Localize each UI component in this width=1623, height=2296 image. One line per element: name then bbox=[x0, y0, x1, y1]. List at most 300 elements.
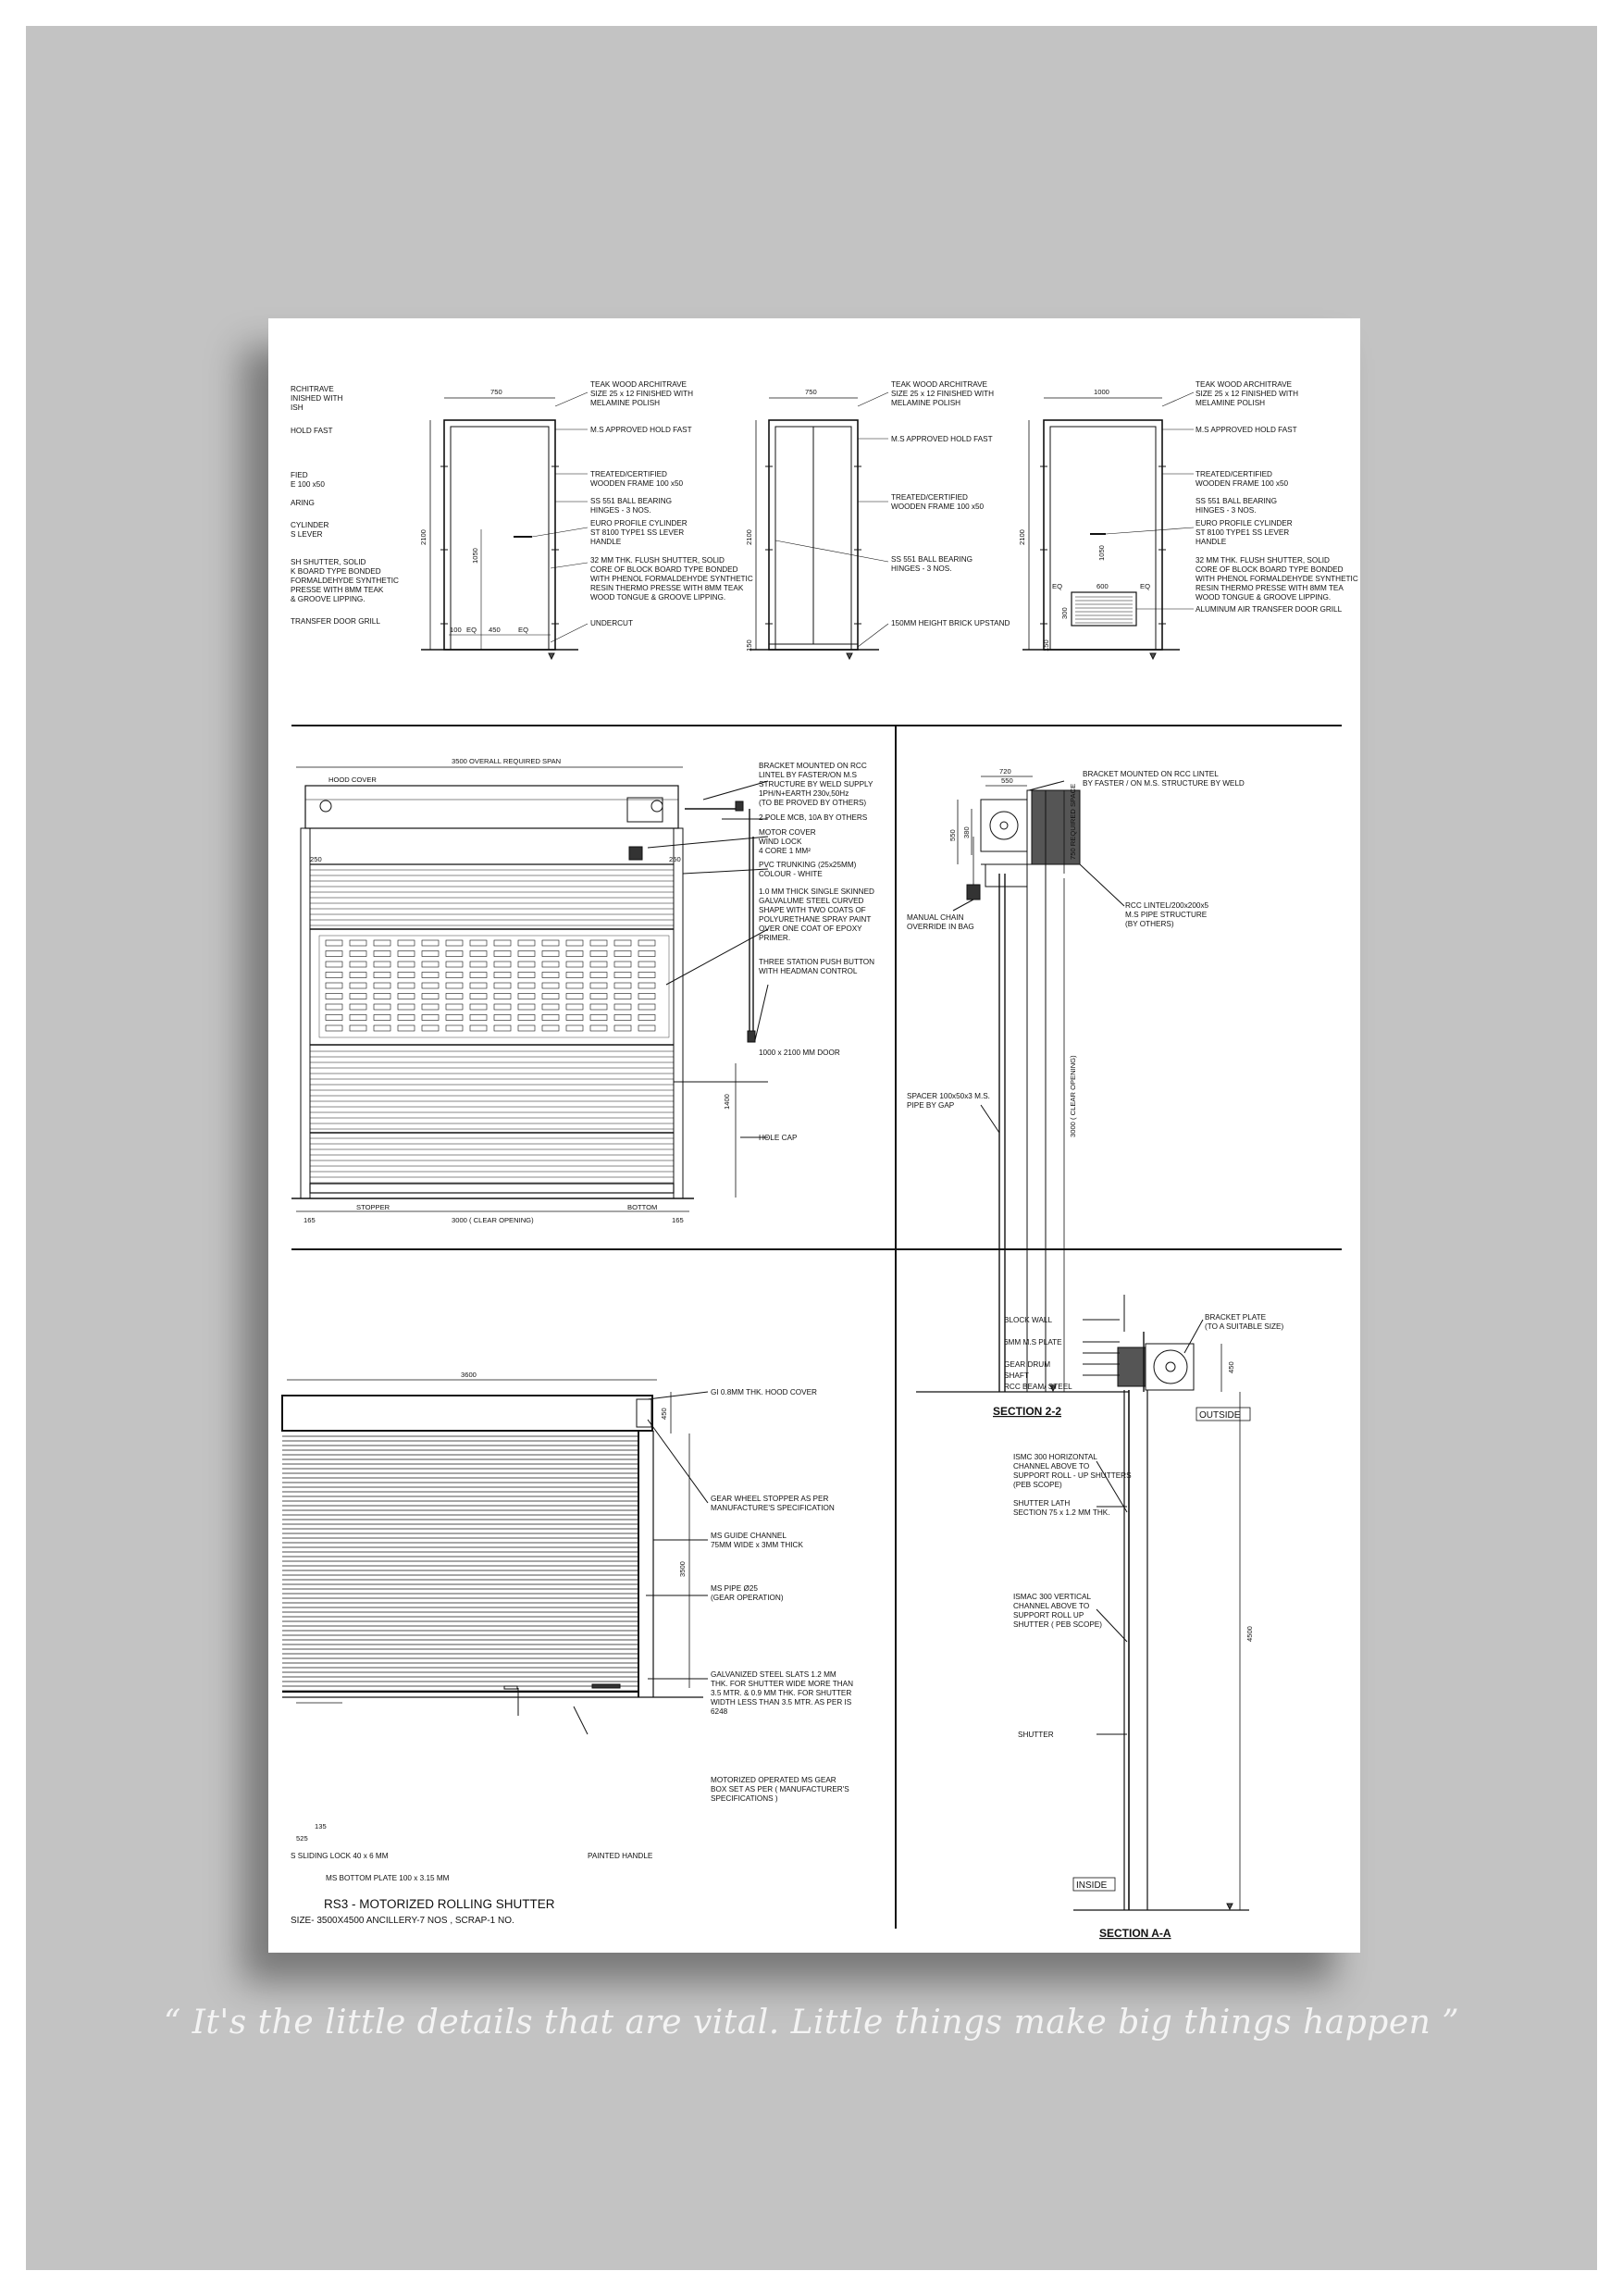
door1-left-label: ARING bbox=[291, 499, 315, 507]
door1-bottom-dim: 100 bbox=[450, 626, 462, 634]
vent-slot bbox=[518, 951, 535, 957]
vent-slot bbox=[566, 1025, 583, 1031]
door3-grill-dim: EQ bbox=[1140, 582, 1150, 590]
vent-slot bbox=[398, 983, 415, 988]
vent-slot bbox=[614, 1015, 631, 1021]
door1-label: RESIN THERMO PRESSE WITH 8MM TEAK bbox=[590, 584, 744, 592]
vent-slot bbox=[494, 1015, 511, 1021]
vent-slot bbox=[326, 973, 342, 978]
sectionaa-label: SHAFT bbox=[1004, 1371, 1029, 1380]
shutter-label: BRACKET MOUNTED ON RCC bbox=[759, 762, 867, 770]
vent-slot bbox=[374, 951, 390, 957]
vent-slot bbox=[566, 951, 583, 957]
door1-label: MELAMINE POLISH bbox=[590, 399, 661, 407]
vent-slot bbox=[470, 994, 487, 999]
clear-opening-dim: 3000 ( CLEAR OPENING) bbox=[452, 1216, 534, 1224]
sectionaa-label: ISMAC 300 VERTICAL bbox=[1013, 1593, 1092, 1601]
rs3-label: 6248 bbox=[711, 1707, 728, 1716]
vent-slot bbox=[518, 973, 535, 978]
vent-slot bbox=[326, 1015, 342, 1021]
vent-slot bbox=[422, 983, 439, 988]
door1-bottom-dim: 450 bbox=[489, 626, 501, 634]
vent-slot bbox=[326, 951, 342, 957]
vent-slot bbox=[494, 1025, 511, 1031]
door3-label: ST 8100 TYPE1 SS LEVER bbox=[1196, 528, 1290, 537]
door1-left-label: CYLINDER bbox=[291, 521, 329, 529]
door-3-elevation bbox=[1022, 392, 1194, 659]
door3-handle-dim: 1050 bbox=[1097, 545, 1106, 561]
bottom-label: BOTTOM bbox=[627, 1203, 658, 1211]
vent-slot bbox=[374, 1025, 390, 1031]
stopper-label: STOPPER bbox=[356, 1203, 390, 1211]
door3-label: RESIN THERMO PRESSE WITH 8MM TEA bbox=[1196, 584, 1344, 592]
rs3-drawing bbox=[282, 1380, 708, 1734]
vent-slot bbox=[590, 1025, 607, 1031]
door2-label: TREATED/CERTIFIED bbox=[891, 493, 968, 502]
vent-slot bbox=[638, 962, 655, 967]
rs3-label: BOX SET AS PER ( MANUFACTURER'S bbox=[711, 1785, 849, 1793]
rs3-label: MS GUIDE CHANNEL bbox=[711, 1532, 787, 1540]
section22-label: PIPE BY GAP bbox=[907, 1101, 955, 1110]
vent-slot bbox=[446, 940, 463, 946]
shutter-span-dim: 3500 OVERALL REQUIRED SPAN bbox=[452, 757, 562, 765]
vent-slot bbox=[590, 983, 607, 988]
vent-slot bbox=[494, 994, 511, 999]
door1-height-dim: 2100 bbox=[419, 529, 427, 545]
outside-label: OUTSIDE bbox=[1199, 1410, 1241, 1421]
vent-slot bbox=[518, 1025, 535, 1031]
door1-left-label: SH SHUTTER, SOLID bbox=[291, 558, 366, 566]
door1-label: WITH PHENOL FORMALDEHYDE SYNTHETIC bbox=[590, 575, 753, 583]
shutter-label: WITH HEADMAN CONTROL bbox=[759, 967, 858, 975]
door1-label: ST 8100 TYPE1 SS LEVER bbox=[590, 528, 685, 537]
sectionaa-label: ISMC 300 HORIZONTAL bbox=[1013, 1453, 1097, 1461]
door2-height-dim: 2100 bbox=[745, 529, 753, 545]
vent-slot bbox=[614, 1025, 631, 1031]
shutter-label: SHAPE WITH TWO COATS OF bbox=[759, 906, 866, 914]
vent-slot bbox=[326, 994, 342, 999]
vent-slot bbox=[422, 1015, 439, 1021]
sectionaa-title: SECTION A-A bbox=[1099, 1927, 1171, 1940]
vent-slot bbox=[518, 940, 535, 946]
section22-label: OVERRIDE IN BAG bbox=[907, 923, 974, 931]
vent-slot bbox=[398, 973, 415, 978]
vent-slot bbox=[542, 940, 559, 946]
vent-slot bbox=[494, 951, 511, 957]
section22-label: BRACKET MOUNTED ON RCC LINTEL bbox=[1083, 770, 1219, 778]
vent-slot bbox=[350, 1015, 366, 1021]
door1-label: M.S APPROVED HOLD FAST bbox=[590, 426, 692, 434]
vent-slot bbox=[398, 1004, 415, 1010]
vent-slot bbox=[374, 940, 390, 946]
vent-slot bbox=[470, 940, 487, 946]
vent-slot bbox=[422, 951, 439, 957]
door1-label: 32 MM THK. FLUSH SHUTTER, SOLID bbox=[590, 556, 725, 565]
door-1-elevation bbox=[421, 392, 588, 659]
door2-label: M.S APPROVED HOLD FAST bbox=[891, 435, 993, 443]
vent-slot bbox=[638, 1025, 655, 1031]
rs3-label: GALVANIZED STEEL SLATS 1.2 MM bbox=[711, 1670, 836, 1679]
vent-slot bbox=[350, 951, 366, 957]
vent-slot bbox=[638, 940, 655, 946]
rs3-label: (GEAR OPERATION) bbox=[711, 1594, 784, 1602]
sectionaa-label: CHANNEL ABOVE TO bbox=[1013, 1462, 1090, 1471]
section22-dim: 720 bbox=[999, 767, 1011, 776]
vent-slot bbox=[470, 1025, 487, 1031]
vent-slot bbox=[374, 1015, 390, 1021]
door3-label: WITH PHENOL FORMALDEHYDE SYNTHETIC bbox=[1196, 575, 1358, 583]
shutter-side-dim: 250 bbox=[310, 855, 322, 863]
shutter-label: WIND LOCK bbox=[759, 838, 802, 846]
door3-label: HANDLE bbox=[1196, 538, 1227, 546]
shutter-elevation bbox=[291, 767, 768, 1211]
sectionaa-label: CHANNEL ABOVE TO bbox=[1013, 1602, 1090, 1610]
shutter-height-dim: 1400 bbox=[723, 1094, 731, 1110]
vent-slot bbox=[614, 962, 631, 967]
door1-left-label: HOLD FAST bbox=[291, 427, 333, 435]
sectionaa-label: BRACKET PLATE bbox=[1205, 1313, 1267, 1322]
sectionaa-label: BLOCK WALL bbox=[1004, 1316, 1053, 1324]
door1-label: TEAK WOOD ARCHITRAVE bbox=[590, 380, 688, 389]
door2-label: MELAMINE POLISH bbox=[891, 399, 961, 407]
rs3-label: GEAR WHEEL STOPPER AS PER bbox=[711, 1495, 829, 1503]
vent-slot bbox=[422, 962, 439, 967]
rs3-hood-dim: 450 bbox=[660, 1408, 668, 1420]
section22-dim: 550 bbox=[948, 829, 957, 841]
vent-slot bbox=[638, 994, 655, 999]
shutter-label: COLOUR - WHITE bbox=[759, 870, 823, 878]
vent-slot bbox=[446, 1004, 463, 1010]
vent-slot bbox=[566, 983, 583, 988]
rs3-dim-525: 525 bbox=[296, 1834, 308, 1843]
rs3-height-dim: 3500 bbox=[678, 1561, 687, 1577]
door3-grill-dim: 600 bbox=[1096, 582, 1109, 590]
sectionaa-height-dim: 4500 bbox=[1245, 1626, 1254, 1642]
vent-slot bbox=[326, 983, 342, 988]
door1-label: SS 551 BALL BEARING bbox=[590, 497, 672, 505]
shutter-label: GALVALUME STEEL CURVED bbox=[759, 897, 864, 905]
shutter-label: MOTOR COVER bbox=[759, 828, 816, 837]
vent-slot bbox=[446, 1015, 463, 1021]
vent-slot bbox=[566, 962, 583, 967]
section22-dim: 550 bbox=[1001, 776, 1013, 785]
vent-slot bbox=[446, 951, 463, 957]
rs3-title: RS3 - MOTORIZED ROLLING SHUTTER bbox=[324, 1897, 555, 1911]
door3-grill-dim: EQ bbox=[1052, 582, 1062, 590]
door3-height-dim: 2100 bbox=[1018, 529, 1026, 545]
section-a-a-drawing bbox=[1073, 1295, 1250, 1910]
vent-slot bbox=[374, 962, 390, 967]
shutter-label: HOLE CAP bbox=[759, 1134, 798, 1142]
vent-slot bbox=[542, 1025, 559, 1031]
vent-slot bbox=[398, 962, 415, 967]
vent-slot bbox=[350, 973, 366, 978]
sectionaa-label: GEAR DRUM bbox=[1004, 1360, 1051, 1369]
door3-label: TREATED/CERTIFIED bbox=[1196, 470, 1272, 478]
vent-slot bbox=[350, 940, 366, 946]
door3-label: ALUMINUM AIR TRANSFER DOOR GRILL bbox=[1196, 605, 1343, 614]
shutter-label: OVER ONE COAT OF EPOXY bbox=[759, 925, 862, 933]
door1-left-label: FORMALDEHYDE SYNTHETIC bbox=[291, 577, 399, 585]
door3-label: SS 551 BALL BEARING bbox=[1196, 497, 1277, 505]
shutter-side-dim-right: 250 bbox=[669, 855, 681, 863]
vent-slot bbox=[374, 973, 390, 978]
shutter-label: 1PH/N+EARTH 230v,50Hz bbox=[759, 789, 849, 798]
cad-drawing bbox=[268, 318, 1360, 1953]
shutter-label: LINTEL BY FASTER/ON M.S bbox=[759, 771, 858, 779]
door1-left-label: TRANSFER DOOR GRILL bbox=[291, 617, 380, 626]
vent-slot bbox=[398, 1015, 415, 1021]
vent-slot bbox=[446, 973, 463, 978]
door2-base-dim: 150 bbox=[745, 639, 753, 652]
door1-label: SIZE 25 x 12 FINISHED WITH bbox=[590, 390, 694, 398]
door1-left-label: K BOARD TYPE BONDED bbox=[291, 567, 381, 576]
vent-slot bbox=[446, 1025, 463, 1031]
vent-slot bbox=[518, 994, 535, 999]
vent-slot bbox=[614, 940, 631, 946]
vent-slot bbox=[590, 940, 607, 946]
sectionaa-label: SUPPORT ROLL UP bbox=[1013, 1611, 1084, 1620]
vent-slot bbox=[350, 1025, 366, 1031]
shutter-label: 2 POLE MCB, 10A BY OTHERS bbox=[759, 813, 868, 822]
vent-slot bbox=[590, 1015, 607, 1021]
door1-label: TREATED/CERTIFIED bbox=[590, 470, 667, 478]
door2-label: WOODEN FRAME 100 x50 bbox=[891, 503, 985, 511]
vent-slot bbox=[350, 994, 366, 999]
shutter-label: 1.0 MM THICK SINGLE SKINNED bbox=[759, 887, 874, 896]
vent-slot bbox=[638, 1015, 655, 1021]
vent-slot bbox=[374, 1004, 390, 1010]
door1-handle-dim: 1050 bbox=[471, 548, 479, 564]
section22-label: BY FASTER / ON M.S. STRUCTURE BY WELD bbox=[1083, 779, 1245, 788]
door2-label: SS 551 BALL BEARING bbox=[891, 555, 973, 564]
vent-slot bbox=[590, 994, 607, 999]
door3-label: TEAK WOOD ARCHITRAVE bbox=[1196, 380, 1293, 389]
sectionaa-label: 6MM M.S PLATE bbox=[1004, 1338, 1062, 1347]
vent-slot bbox=[398, 1025, 415, 1031]
door2-width-dim: 750 bbox=[805, 388, 817, 396]
door1-label: HANDLE bbox=[590, 538, 622, 546]
inside-label: INSIDE bbox=[1076, 1880, 1108, 1891]
vent-slot bbox=[446, 983, 463, 988]
shutter-hood-label: HOOD COVER bbox=[328, 776, 377, 784]
vent-slot bbox=[350, 962, 366, 967]
vent-slot bbox=[542, 994, 559, 999]
sectionaa-label: SECTION 75 x 1.2 MM THK. bbox=[1013, 1508, 1110, 1517]
vent-slot bbox=[614, 973, 631, 978]
door1-label: CORE OF BLOCK BOARD TYPE BONDED bbox=[590, 565, 738, 574]
shutter-label: PVC TRUNKING (25x25MM) bbox=[759, 861, 857, 869]
vent-slot bbox=[374, 983, 390, 988]
rs3-label: SPECIFICATIONS ) bbox=[711, 1794, 778, 1803]
door3-label: EURO PROFILE CYLINDER bbox=[1196, 519, 1293, 527]
vent-slot bbox=[566, 1004, 583, 1010]
vent-slot bbox=[326, 940, 342, 946]
shutter-label: POLYURETHANE SPRAY PAINT bbox=[759, 915, 872, 924]
door1-bottom-dim: EQ bbox=[518, 626, 528, 634]
rs3-label: MOTORIZED OPERATED MS GEAR bbox=[711, 1776, 836, 1784]
door1-left-label: ISH bbox=[291, 403, 304, 412]
vent-slot bbox=[638, 1004, 655, 1010]
vent-slot bbox=[326, 962, 342, 967]
vent-slot bbox=[614, 1004, 631, 1010]
vent-slot bbox=[422, 940, 439, 946]
sectionaa-top-dim: 450 bbox=[1227, 1361, 1235, 1373]
section22-label: RCC LINTEL/200x200x5 bbox=[1125, 901, 1209, 910]
door3-label: WOODEN FRAME 100 x50 bbox=[1196, 479, 1289, 488]
vent-slot bbox=[590, 973, 607, 978]
vent-slot bbox=[590, 1004, 607, 1010]
rs3-dim-135: 135 bbox=[315, 1822, 327, 1831]
drawing-sheet bbox=[268, 318, 1360, 1953]
vent-slot bbox=[494, 962, 511, 967]
shutter-label: PRIMER. bbox=[759, 934, 791, 942]
rs3-label: MS BOTTOM PLATE 100 x 3.15 MM bbox=[326, 1874, 450, 1882]
vent-slot bbox=[590, 951, 607, 957]
vent-slot bbox=[350, 1004, 366, 1010]
vent-slot bbox=[614, 951, 631, 957]
vent-slot bbox=[566, 994, 583, 999]
rs3-label: PAINTED HANDLE bbox=[588, 1852, 653, 1860]
vent-slot bbox=[518, 983, 535, 988]
section22-label: SPACER 100x50x3 M.S. bbox=[907, 1092, 990, 1100]
vent-slot bbox=[446, 962, 463, 967]
door3-label: SIZE 25 x 12 FINISHED WITH bbox=[1196, 390, 1299, 398]
section-2-2-drawing bbox=[916, 776, 1129, 1392]
door1-label: HINGES - 3 NOS. bbox=[590, 506, 651, 515]
vent-slot bbox=[566, 940, 583, 946]
vent-slot bbox=[326, 1025, 342, 1031]
door-2-elevation bbox=[750, 392, 888, 659]
section22-dim: 380 bbox=[962, 826, 971, 838]
vent-slot bbox=[398, 951, 415, 957]
door1-left-label: PRESSE WITH 8MM TEAK bbox=[291, 586, 384, 594]
sectionaa-label: (PEB SCOPE) bbox=[1013, 1481, 1062, 1489]
section22-label: MANUAL CHAIN bbox=[907, 913, 964, 922]
bottom-right-dim: 165 bbox=[672, 1216, 684, 1224]
shutter-label: 1000 x 2100 MM DOOR bbox=[759, 1049, 840, 1057]
bottom-left-dim: 165 bbox=[304, 1216, 316, 1224]
vent-slot bbox=[614, 994, 631, 999]
vent-slot bbox=[446, 994, 463, 999]
door1-left-label: RCHITRAVE bbox=[291, 385, 334, 393]
vent-slot bbox=[638, 983, 655, 988]
vent-slot bbox=[518, 1015, 535, 1021]
door3-label: HINGES - 3 NOS. bbox=[1196, 506, 1257, 515]
shutter-label: 4 CORE 1 MM² bbox=[759, 847, 811, 855]
door3-label: CORE OF BLOCK BOARD TYPE BONDED bbox=[1196, 565, 1344, 574]
vent-slot bbox=[518, 1004, 535, 1010]
vent-slot bbox=[638, 973, 655, 978]
sectionaa-label: SUPPORT ROLL - UP SHUTTERS bbox=[1013, 1471, 1132, 1480]
vent-slot bbox=[590, 962, 607, 967]
vent-slot bbox=[494, 983, 511, 988]
vent-slot bbox=[542, 951, 559, 957]
rs3-label: GI 0.8MM THK. HOOD COVER bbox=[711, 1388, 817, 1396]
vent-slot bbox=[470, 983, 487, 988]
vent-slot bbox=[422, 1004, 439, 1010]
sectionaa-label: RCC BEAM/ STEEL bbox=[1004, 1383, 1072, 1391]
vent-slot bbox=[470, 962, 487, 967]
section22-label: M.S PIPE STRUCTURE bbox=[1125, 911, 1208, 919]
vent-slot bbox=[374, 994, 390, 999]
door2-label: HINGES - 3 NOS. bbox=[891, 565, 952, 573]
rs3-label: WIDTH LESS THAN 3.5 MTR. AS PER IS bbox=[711, 1698, 852, 1706]
door1-left-label: FIED bbox=[291, 471, 308, 479]
rs3-label: MANUFACTURE'S SPECIFICATION bbox=[711, 1504, 835, 1512]
vent-slot bbox=[542, 1015, 559, 1021]
vent-slot bbox=[638, 951, 655, 957]
vent-slot bbox=[542, 962, 559, 967]
door1-left-label: INISHED WITH bbox=[291, 394, 343, 403]
section22-space-dim: 750 REQUIRED SPACE bbox=[1069, 783, 1077, 860]
vent-slot bbox=[470, 973, 487, 978]
door1-label: WOODEN FRAME 100 x50 bbox=[590, 479, 684, 488]
vent-slot bbox=[494, 940, 511, 946]
door2-label: SIZE 25 x 12 FINISHED WITH bbox=[891, 390, 995, 398]
section22-title: SECTION 2-2 bbox=[993, 1405, 1062, 1418]
rs3-label: S SLIDING LOCK 40 x 6 MM bbox=[291, 1852, 389, 1860]
door1-label: WOOD TONGUE & GROOVE LIPPING. bbox=[590, 593, 726, 602]
door3-label: 32 MM THK. FLUSH SHUTTER, SOLID bbox=[1196, 556, 1330, 565]
vent-slot bbox=[398, 994, 415, 999]
section22-opening-dim: 3000 ( CLEAR OPENING) bbox=[1069, 1055, 1077, 1137]
door3-label: M.S APPROVED HOLD FAST bbox=[1196, 426, 1297, 434]
door1-bottom-dim: EQ bbox=[466, 626, 477, 634]
vent-slot bbox=[494, 1004, 511, 1010]
vent-slot bbox=[542, 983, 559, 988]
door1-left-label: E 100 x50 bbox=[291, 480, 325, 489]
vent-slot bbox=[326, 1004, 342, 1010]
sectionaa-label: SHUTTER ( PEB SCOPE) bbox=[1013, 1620, 1102, 1629]
door1-left-label: & GROOVE LIPPING. bbox=[291, 595, 365, 603]
vent-slot bbox=[542, 1004, 559, 1010]
sectionaa-label: SHUTTER bbox=[1018, 1731, 1054, 1739]
vent-slot bbox=[566, 973, 583, 978]
rs3-label: THK. FOR SHUTTER WIDE MORE THAN bbox=[711, 1680, 854, 1688]
sectionaa-label: SHUTTER LATH bbox=[1013, 1499, 1071, 1508]
vent-slot bbox=[542, 973, 559, 978]
door2-label: 150MM HEIGHT BRICK UPSTAND bbox=[891, 619, 1010, 627]
vent-slot bbox=[566, 1015, 583, 1021]
vent-slot bbox=[398, 940, 415, 946]
vent-slot bbox=[614, 983, 631, 988]
vent-slot bbox=[518, 962, 535, 967]
sectionaa-label: (TO A SUITABLE SIZE) bbox=[1205, 1322, 1284, 1331]
vent-slot bbox=[422, 973, 439, 978]
door3-grill-height: 300 bbox=[1060, 607, 1069, 619]
shutter-label: THREE STATION PUSH BUTTON bbox=[759, 958, 875, 966]
vent-slot bbox=[350, 983, 366, 988]
vent-slot bbox=[470, 1015, 487, 1021]
door3-label: MELAMINE POLISH bbox=[1196, 399, 1266, 407]
quote-text: “ It's the little details that are vital. Little things make big things happen ” bbox=[163, 2004, 1460, 2042]
door2-label: TEAK WOOD ARCHITRAVE bbox=[891, 380, 988, 389]
vent-slot bbox=[422, 994, 439, 999]
door1-label: EURO PROFILE CYLINDER bbox=[590, 519, 688, 527]
rs3-label: 75MM WIDE x 3MM THICK bbox=[711, 1541, 803, 1549]
rs3-label: 3.5 MTR. & 0.9 MM THK. FOR SHUTTER bbox=[711, 1689, 852, 1697]
vent-slot bbox=[470, 1004, 487, 1010]
vent-slot bbox=[470, 951, 487, 957]
vent-slot bbox=[422, 1025, 439, 1031]
section22-label: (BY OTHERS) bbox=[1125, 920, 1174, 928]
vent-slot bbox=[494, 973, 511, 978]
rs3-width-dim: 3600 bbox=[461, 1371, 477, 1379]
door3-width-dim: 1000 bbox=[1094, 388, 1109, 396]
door3-base-dim: 150 bbox=[1042, 639, 1050, 652]
door3-label: WOOD TONGUE & GROOVE LIPPING. bbox=[1196, 593, 1332, 602]
